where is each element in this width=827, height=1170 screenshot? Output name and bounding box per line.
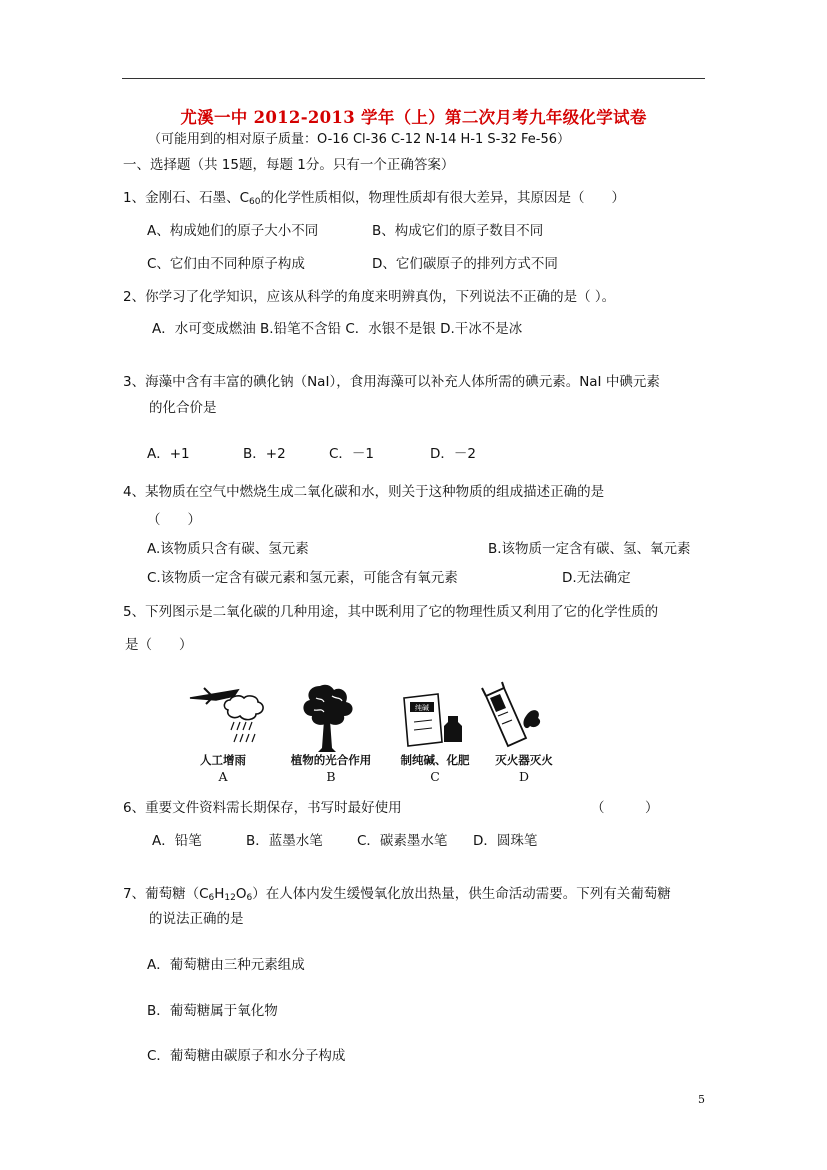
fire-extinguisher-icon xyxy=(482,682,540,746)
q6-option-a: A．铅笔 xyxy=(152,833,202,849)
q1-option-b: B、构成它们的原子数目不同 xyxy=(372,223,544,239)
q3-option-c: C．－1 xyxy=(329,446,375,462)
question-5-stem-line2: 是（ ） xyxy=(125,637,193,653)
figure-d-letter: D xyxy=(518,769,530,784)
q7-option-a: A．葡萄糖由三种元素组成 xyxy=(147,957,305,973)
figure-b-letter: B xyxy=(326,769,336,784)
q3-option-b: B．+2 xyxy=(243,446,286,462)
question-6-stem: 6、重要文件资料需长期保存，书写时最好使用 xyxy=(123,800,402,816)
q1-option-c: C、它们由不同种原子构成 xyxy=(147,256,305,272)
question-7-stem-line2: 的说法正确的是 xyxy=(149,911,244,927)
co2-uses-figure xyxy=(186,676,553,784)
figure-c-label: 制纯碱、化肥 xyxy=(400,753,470,767)
figure-b-label: 植物的光合作用 xyxy=(290,753,372,767)
q4-option-a: A.该物质只含有碳、氢元素 xyxy=(147,541,309,557)
page-number: 5 xyxy=(698,1093,705,1106)
page-title: 尤溪一中 2012-2013 学年（上）第二次月考九年级化学试卷 xyxy=(180,108,647,127)
tree-icon xyxy=(303,685,352,752)
q7-option-c: C．葡萄糖由碳原子和水分子构成 xyxy=(147,1048,346,1064)
figure-d-label: 灭火器灭火 xyxy=(495,753,553,767)
figure-a-label: 人工增雨 xyxy=(200,753,246,767)
q1-option-a: A、构成她们的原子大小不同 xyxy=(147,223,319,239)
q4-option-d: D.无法确定 xyxy=(562,570,631,586)
question-3-stem-line1: 3、海藻中含有丰富的碘化钠（NaI），食用海藻可以补充人体所需的碘元素。NaI 中碘元素 xyxy=(123,374,660,390)
question-6-answer-paren: （ ） xyxy=(591,800,659,816)
q6-option-b: B．蓝墨水笔 xyxy=(246,833,323,849)
figure-a-letter: A xyxy=(218,769,228,784)
q4-option-c: C.该物质一定含有碳元素和氢元素，可能含有氧元素 xyxy=(147,570,458,586)
section-heading: 一、选择题（共 15题，每题 1分。只有一个正确答案） xyxy=(123,157,455,173)
question-3-stem-line2: 的化合价是 xyxy=(149,400,217,416)
co2-uses-illustrations xyxy=(186,676,546,754)
figure-c-letter: C xyxy=(430,769,440,784)
rain-airplane-icon xyxy=(190,688,263,742)
q6-option-d: D．圆珠笔 xyxy=(473,833,538,849)
q7-option-b: B．葡萄糖属于氧化物 xyxy=(147,1003,278,1019)
bag-label: 纯碱 xyxy=(415,704,429,712)
question-7-stem-line1: 7、葡萄糖$(C_6H_{12}O_6)$在人体内发生缓慢氧化放出热量，供生命活动需要。下列有关葡萄糖 xyxy=(123,886,671,903)
question-5-stem-line1: 5、下列图示是二氧化碳的几种用途，其中既利用了它的物理性质又利用了它的化学性质的 xyxy=(123,604,659,620)
fertilizer-bag-icon xyxy=(404,694,462,746)
q3-option-d: D．－2 xyxy=(430,446,476,462)
q3-option-a: A．+1 xyxy=(147,446,190,462)
atomic-masses-note: （可能用到的相对原子质量：O-16 Cl-36 C-12 N-14 H-1 S-32 Fe-56） xyxy=(148,132,571,147)
q1-option-d: D、它们碳原子的排列方式不同 xyxy=(372,256,558,272)
question-1-stem: 1、金刚石、石墨、$C_{60}$的化学性质相似，物理性质却有很大差异，其原因是（ ） xyxy=(123,190,625,207)
header-rule xyxy=(122,78,705,79)
question-4-stem-line2: （ ） xyxy=(147,512,201,528)
question-2-stem: 2、你学习了化学知识，应该从科学的角度来明辨真伪，下列说法不正确的是（ ）。 xyxy=(123,289,616,305)
q2-options: A．水可变成燃油 B.铅笔不含铅 C．水银不是银 D.干冰不是冰 xyxy=(152,321,523,337)
question-4-stem-line1: 4、某物质在空气中燃烧生成二氧化碳和水，则关于这种物质的组成描述正确的是 xyxy=(123,484,605,500)
q6-option-c: C．碳素墨水笔 xyxy=(357,833,448,849)
q4-option-b: B.该物质一定含有碳、氢、氧元素 xyxy=(488,541,691,557)
